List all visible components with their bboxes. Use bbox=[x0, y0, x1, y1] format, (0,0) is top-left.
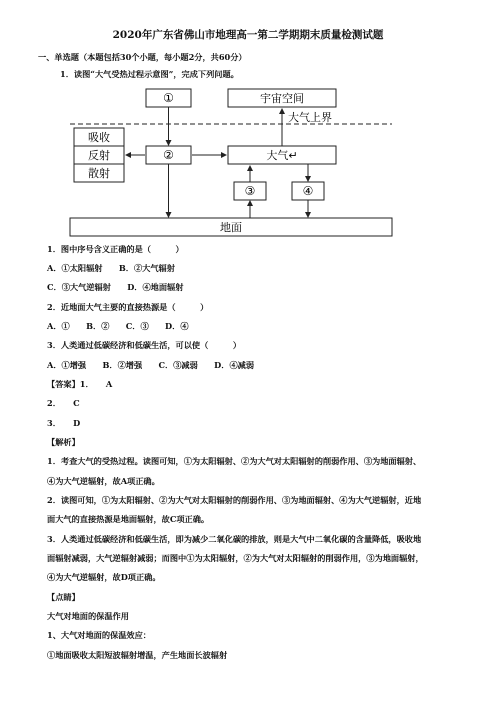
question-1-options-ab: A．①太阳辐射 B．②大气辐射 bbox=[47, 263, 175, 273]
question-2-options: A．① B．② C．③ D．④ bbox=[47, 321, 189, 331]
space-label: 宇宙空间 bbox=[260, 92, 304, 105]
analysis-3-line-1: 3．人类通过低碳经济和低碳生活，即为减少二氧化碳的排放，则是大气中二氧化碳的含量降低，吸收地 bbox=[47, 534, 422, 544]
tip-line-3: ①地面吸收太阳短波辐射增温，产生地面长波辐射 bbox=[47, 650, 228, 660]
tip-line-2: 1、大气对地面的保温效应： bbox=[47, 630, 151, 640]
analysis-1-line-2: ④为大气逆辐射，故A项正确。 bbox=[47, 476, 160, 486]
upper-boundary-label: 大气上界 bbox=[288, 111, 332, 124]
page-title: 2020年广东省佛山市地理高一第二学期期末质量检测试题 bbox=[112, 29, 384, 41]
answer-2: 2． C bbox=[47, 398, 80, 408]
box-4-label: ④ bbox=[302, 184, 314, 198]
question-2: 2．近地面大气主要的直接热源是（ ） bbox=[47, 302, 209, 312]
answer-3: 3． D bbox=[47, 418, 81, 428]
analysis-3-line-3: ④为大气逆辐射，故D项正确。 bbox=[47, 572, 161, 582]
tip-line-1: 大气对地面的保温作用 bbox=[47, 611, 129, 621]
question-1-options-cd: C．③大气逆辐射 D．④地面辐射 bbox=[47, 282, 184, 292]
tip-heading: 【点睛】 bbox=[47, 592, 80, 602]
question-3: 3．人类通过低碳经济和低碳生活，可以使（ ） bbox=[47, 340, 242, 350]
ground-label: 地面 bbox=[220, 221, 242, 234]
analysis-heading: 【解析】 bbox=[47, 437, 80, 447]
analysis-3-line-2: 面辐射减弱，大气逆辐射减弱；而图中①为太阳辐射，②为大气对太阳辐射的削弱作用，③为地面辐射， bbox=[47, 553, 424, 563]
scatter-label: 散射 bbox=[88, 167, 110, 180]
reflect-label: 反射 bbox=[88, 149, 110, 162]
box-1-label: ① bbox=[163, 91, 174, 105]
analysis-1-line-1: 1．考查大气的受热过程。读图可知，①为太阳辐射、②为大气对太阳辐射的削弱作用、③为地面辐射、 bbox=[47, 456, 422, 466]
box-3-label: ③ bbox=[244, 184, 256, 198]
box-2-label: ② bbox=[163, 148, 174, 162]
absorb-label: 吸收 bbox=[88, 131, 110, 144]
atmosphere-heating-diagram bbox=[66, 84, 396, 244]
atmosphere-label: 大气↵ bbox=[266, 149, 298, 162]
question-1: 1．图中序号含义正确的是（ ） bbox=[47, 244, 184, 254]
answer-heading: 【答案】1． A bbox=[47, 379, 113, 389]
question-intro: 1．读图“大气受热过程示意图”，完成下列问题。 bbox=[60, 69, 239, 79]
analysis-2-line-1: 2．读图可知，①为太阳辐射、②为大气对太阳辐射的削弱作用、③为地面辐射、④为大气逆辐射，近地 bbox=[47, 495, 422, 505]
section-heading: 一、单选题（本题包括30个小题，每小题2分，共60分） bbox=[38, 52, 247, 62]
analysis-2-line-2: 面大气的直接热源是地面辐射，故C项正确。 bbox=[47, 514, 210, 524]
question-3-options: A．①增强 B．②增强 C．③减弱 D．④减弱 bbox=[47, 360, 255, 370]
